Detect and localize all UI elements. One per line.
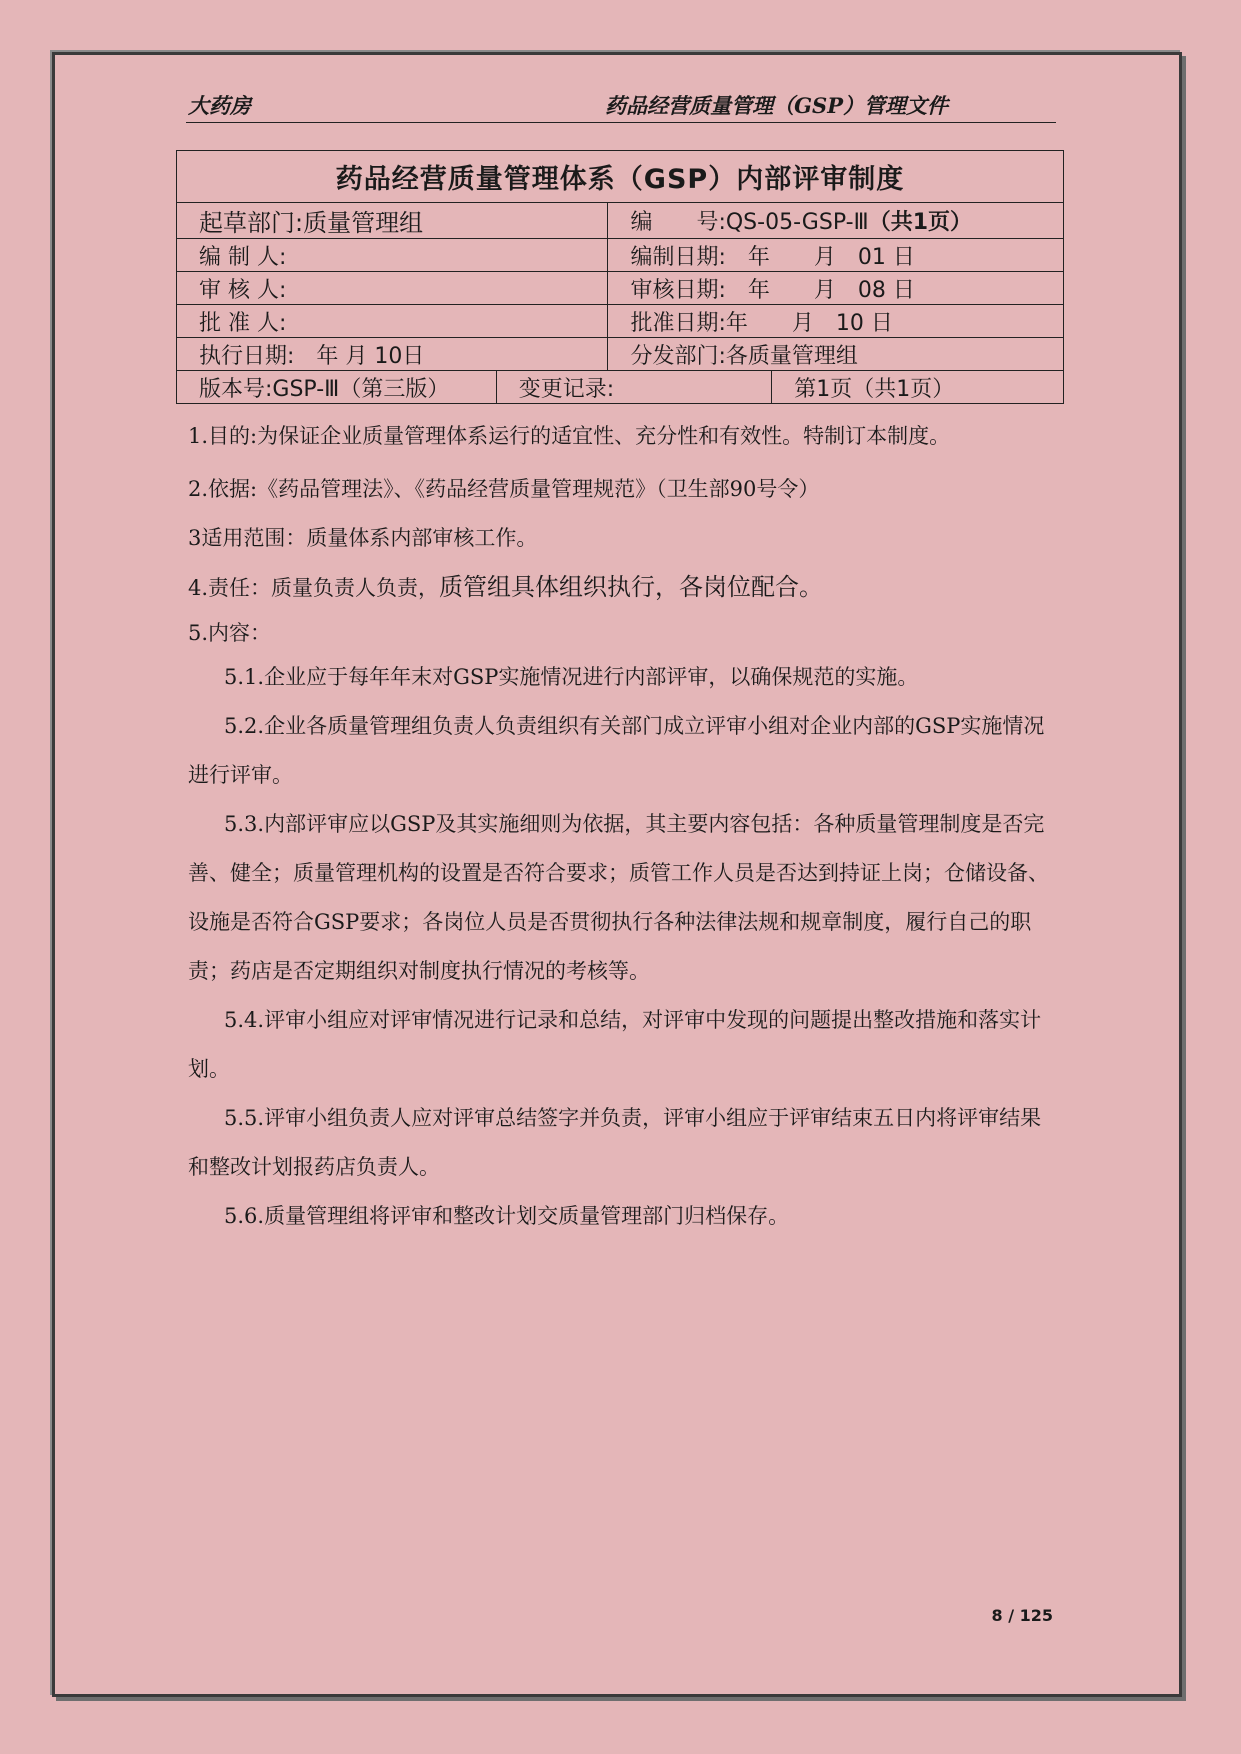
change-log: 变更记录:	[496, 371, 771, 404]
content-item-5-1: 5.1.企业应于每年年末对GSP实施情况进行内部评审，以确保规范的实施。	[224, 665, 919, 689]
header-doc-title: 药品经营质量管理（GSP）管理文件	[605, 93, 948, 118]
document-info-table	[176, 150, 1064, 404]
responsibility-part-2: 质管组具体组织执行，各岗位配合。	[439, 573, 824, 601]
page-info: 第1页（共1页）	[772, 371, 1064, 404]
draft-department: 起草部门:质量管理组	[177, 203, 608, 239]
compiler: 编 制 人:	[177, 239, 608, 272]
approve-date: 批准日期:年 月 10 日	[608, 305, 1064, 338]
section-purpose: 1.目的:为保证企业质量管理体系运行的适宜性、充分性和有效性。特制订本制度。	[188, 424, 951, 448]
execution-date: 执行日期: 年 月 10日	[177, 338, 608, 371]
section-content-heading: 5.内容：	[188, 621, 272, 645]
compile-date: 编制日期: 年 月 01 日	[608, 239, 1064, 272]
document-title: 药品经营质量管理体系（GSP）内部评审制度	[177, 151, 1064, 203]
section-basis: 2.依据:《药品管理法》、《药品经营质量管理规范》（卫生部90号令）	[188, 477, 820, 501]
distribution-department: 分发部门:各质量管理组	[608, 338, 1064, 371]
section-responsibility	[188, 563, 1054, 613]
reviewer: 审 核 人:	[177, 272, 608, 305]
content-item-5-3: 5.3.内部评审应以GSP及其实施细则为依据，其主要内容包括：各种质量管理制度是否完善、健全；质量管理机构的设置是否符合要求；质管工作人员是否达到持证上岗；仓储设备、设施是否符合GSP要求；各岗位人员是否贯彻执行各种法律法规和规章制度，履行自己的职责；药店是否定期组织对制度执行情况的考核等。	[188, 812, 1049, 983]
version-number: 版本号:GSP-Ⅲ（第三版）	[177, 371, 497, 404]
responsibility-part-1: 4.责任：质量负责人负责，	[188, 576, 440, 600]
content-item-5-2: 5.2.企业各质量管理组负责人负责组织有关部门成立评审小组对企业内部的GSP实施情况进行评审。	[188, 714, 1045, 787]
document-code-value: 编 号:QS-05-GSP-Ⅲ	[630, 210, 869, 235]
section-scope: 3适用范围：质量体系内部审核工作。	[188, 526, 538, 550]
page-number: 8 / 125	[991, 1606, 1053, 1625]
document-page-count: （共1页）	[868, 210, 973, 235]
header-company: 大药房	[188, 93, 251, 118]
content-item-5-6: 5.6.质量管理组将评审和整改计划交质量管理部门归档保存。	[224, 1204, 790, 1228]
content-item-5-5: 5.5.评审小组负责人应对评审总结签字并负责，评审小组应于评审结束五日内将评审结果和整改计划报药店负责人。	[188, 1106, 1042, 1179]
review-date: 审核日期: 年 月 08 日	[608, 272, 1064, 305]
content-item-5-4: 5.4.评审小组应对评审情况进行记录和总结，对评审中发现的问题提出整改措施和落实计划。	[188, 1008, 1042, 1081]
page-header	[186, 88, 1056, 123]
document-body	[188, 412, 1054, 1241]
approver: 批 准 人:	[177, 305, 608, 338]
document-code	[608, 203, 1064, 239]
